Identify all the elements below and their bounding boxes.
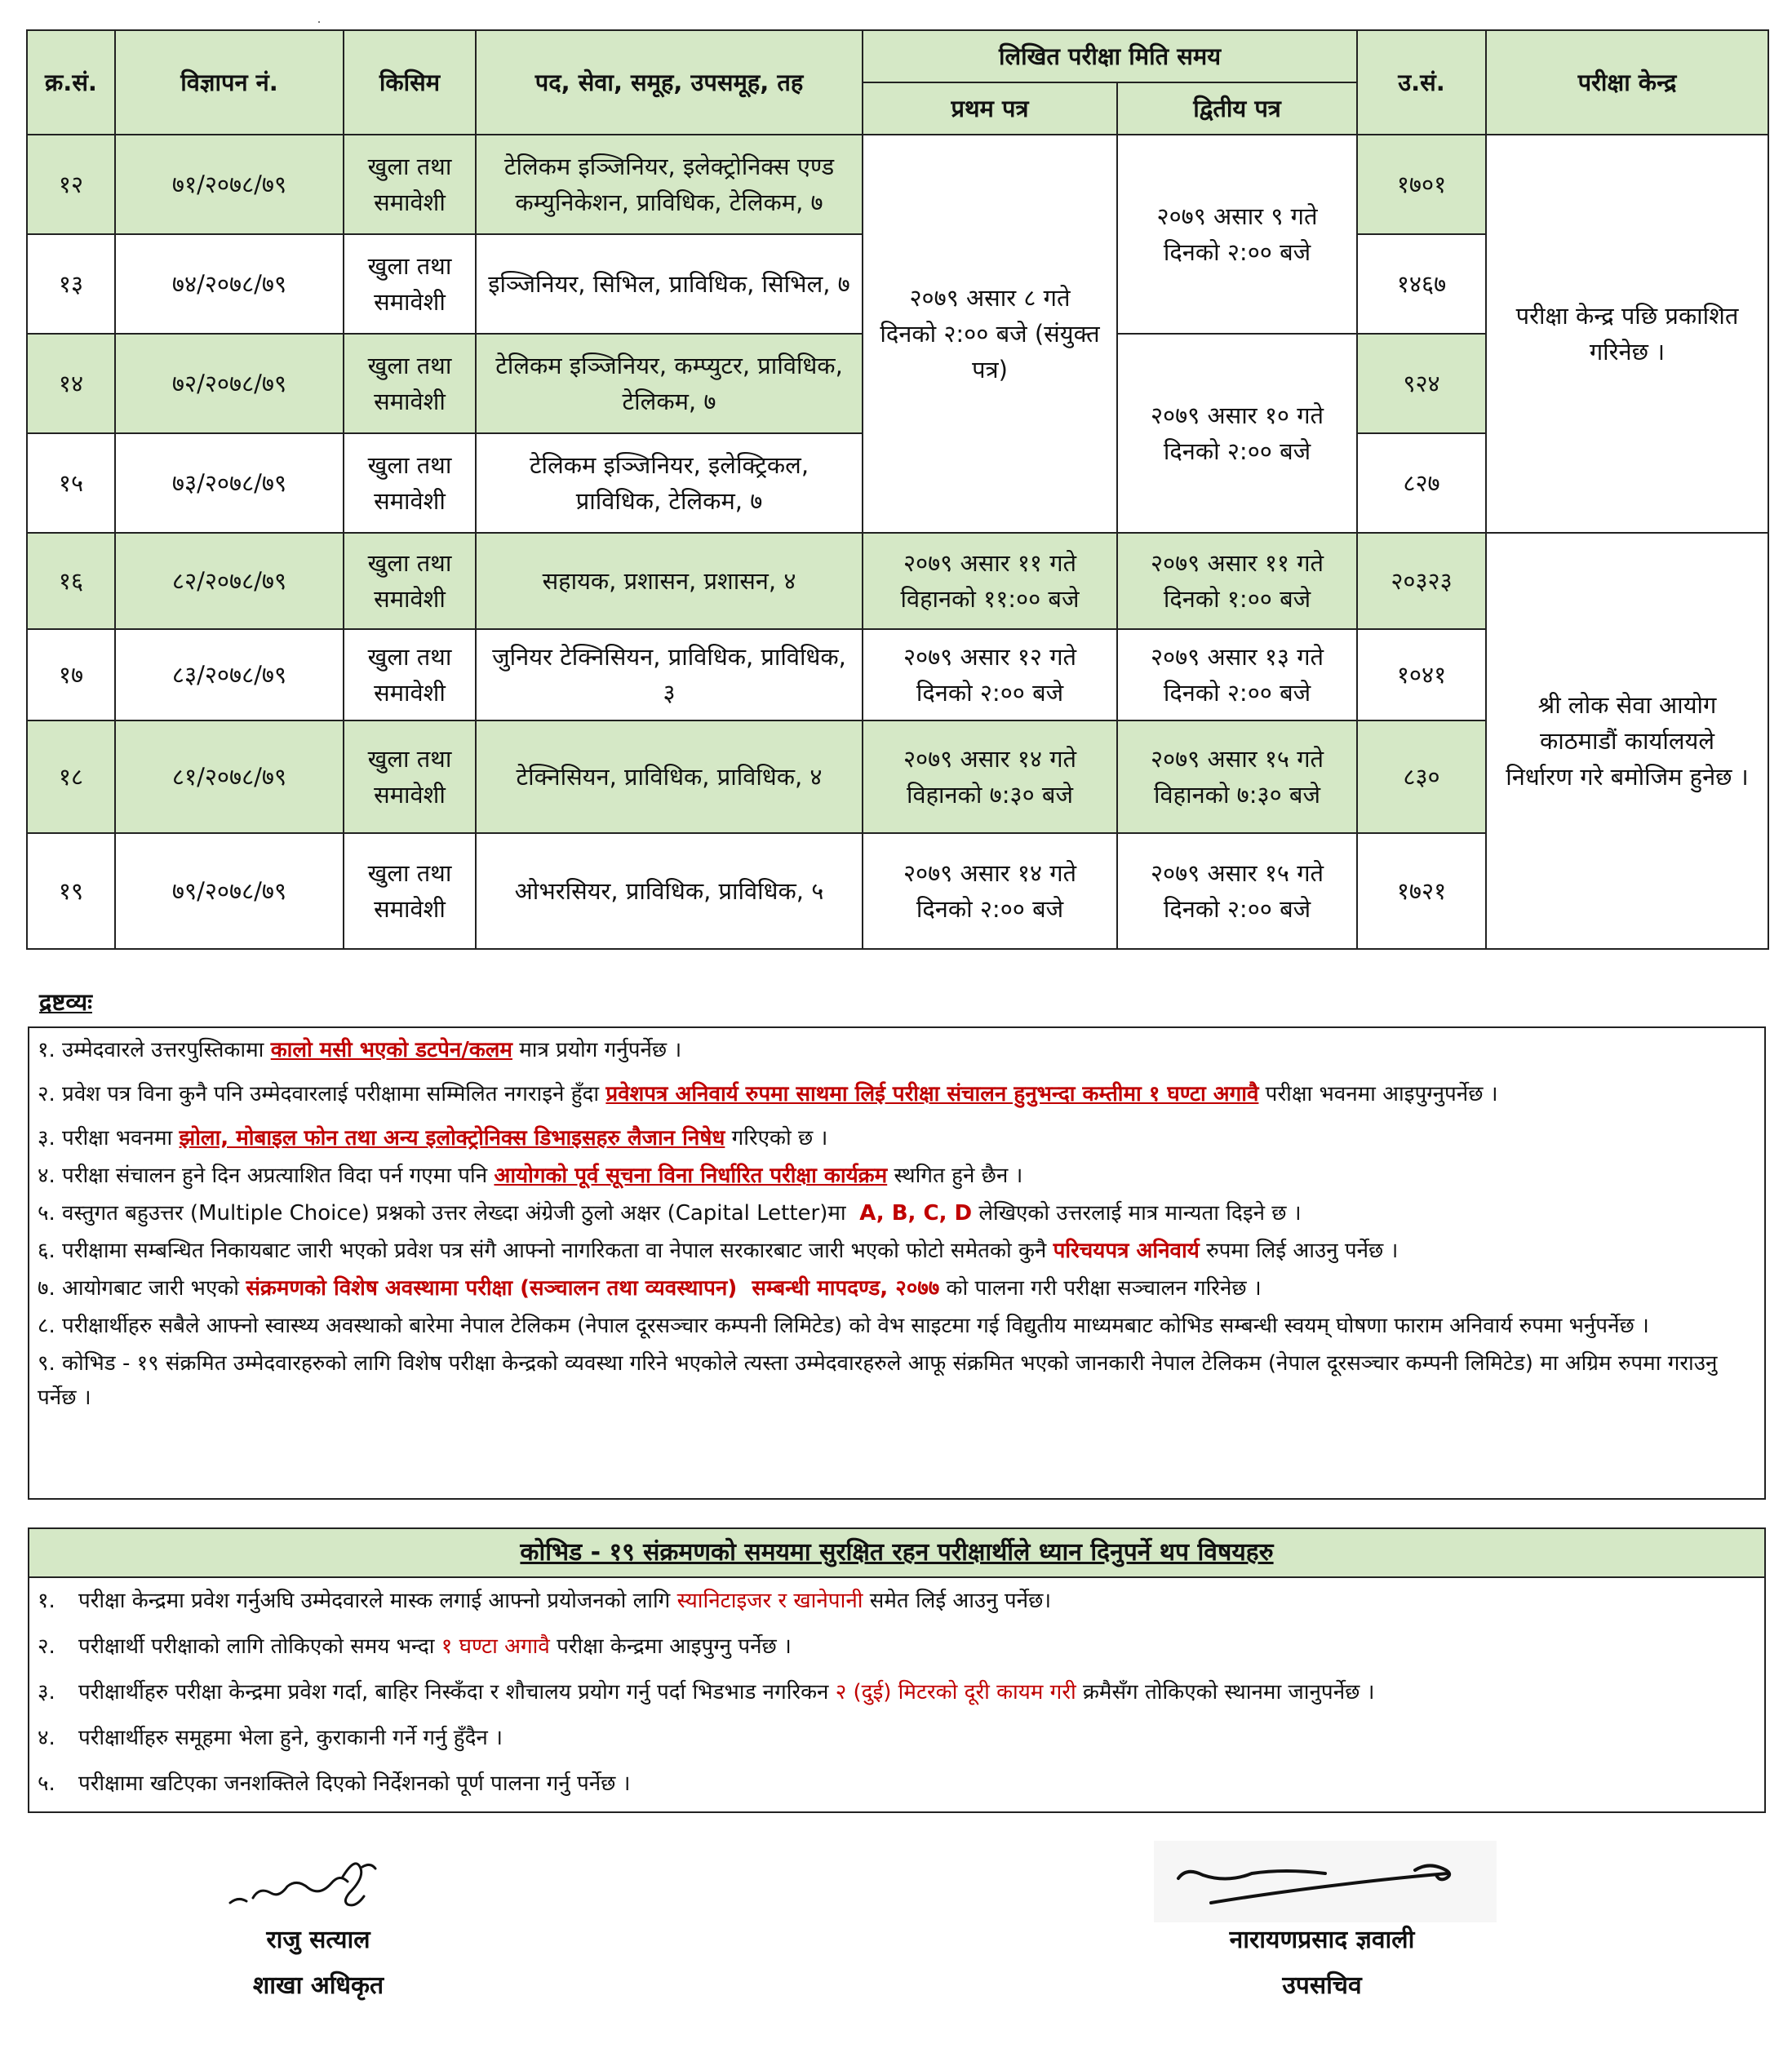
cell-candidates: १०४१ [1357, 629, 1486, 720]
cell-sn: १५ [27, 433, 115, 533]
cell-candidates: ९२४ [1357, 334, 1486, 433]
covid-item-4: ४. परीक्षार्थीहरु समूहमा भेला हुने, कुराकानी गर्ने गर्नु हुँदैन । [38, 1726, 503, 1750]
cell-first-paper: २०७९ असार ११ गते विहानको ११:०० बजे [863, 533, 1117, 629]
note-3: ३. परीक्षा भवनमा झोला, मोबाइल फोन तथा अन्य इलोक्ट्रोनिक्स डिभाइसहरु लैजान निषेध गरिएको छ । [38, 1126, 828, 1150]
cell-adv-no: ८१/२०७८/७९ [115, 720, 344, 833]
cell-post: जुनियर टेक्निसियन, प्राविधिक, प्राविधिक, ३ [476, 629, 863, 720]
note-8: ८. परीक्षार्थीहरु सबैले आफ्नो स्वास्थ्य अवस्थाको बारेमा नेपाल टेलिकम (नेपाल दूरसञ्चार कम्पनी लिमिटेड) को वेभ साइटमा गई विद्युतीय माध्यमबाट कोभिड सम्बन्धी स्वयम् घोषणा फाराम अनिवार्य रुपमा भर्नुपर्नेछ । [38, 1314, 1649, 1338]
notes-heading: द्रष्टव्यः [39, 988, 92, 1016]
cell-post: टेलिकम इञ्जिनियर, कम्प्युटर, प्राविधिक, टेलिकम, ७ [476, 334, 863, 433]
cell-adv-no: ७९/२०७८/७९ [115, 833, 344, 949]
header-sn: क्र.सं. [27, 30, 115, 135]
header-post: पद, सेवा, समूह, उपसमूह, तह [476, 30, 863, 135]
scan-mark [318, 21, 320, 23]
covid-item-5: ५. परीक्षामा खटिएका जनशक्तिले दिएको निर्देशनको पूर्ण पालना गर्नु पर्नेछ । [38, 1771, 631, 1796]
exam-schedule-table [26, 29, 1769, 950]
header-written-exam: लिखित परीक्षा मिति समय [863, 30, 1357, 82]
cell-center-merged-a: परीक्षा केन्द्र पछि प्रकाशित गरिनेछ । [1486, 135, 1768, 533]
note-4: ४. परीक्षा संचालन हुने दिन अप्रत्याशित विदा पर्न गएमा पनि आयोगको पूर्व सूचना विना निर्धारित परीक्षा कार्यक्रम स्थगित हुने छैन । [38, 1164, 1023, 1188]
signatory-left [196, 1917, 441, 2009]
covid-guidelines-title: कोभिड - १९ संक्रमणको समयमा सुरक्षित रहन परीक्षार्थीले ध्यान दिनुपर्ने थप विषयहरु [29, 1529, 1764, 1578]
cell-candidates: ८३० [1357, 720, 1486, 833]
note-6: ६. परीक्षामा सम्बन्धित निकायबाट जारी भएको प्रवेश पत्र संगै आफ्नो नागरिकता वा नेपाल सरकारबाट जारी भएको फोटो समेतको कुनै परिचयपत्र अनिवार्य रुपमा लिई आउनु पर्नेछ । [38, 1239, 1399, 1263]
cell-sn: १२ [27, 135, 115, 234]
cell-post: टेलिकम इञ्जिनियर, इलेक्ट्रिकल, प्राविधिक, टेलिकम, ७ [476, 433, 863, 533]
cell-candidates: ८२७ [1357, 433, 1486, 533]
table-row [27, 135, 1768, 234]
header-first-paper: प्रथम पत्र [863, 82, 1117, 135]
note-5: ५. वस्तुगत बहुउत्तर (Multiple Choice) प्रश्नको उत्तर लेख्दा अंग्रेजी ठुलो अक्षर (Capital Letter)मा A, B, C, D लेखिएको उत्तरलाई मात्र मान्यता दिइने छ । [38, 1201, 1302, 1226]
cell-candidates: १४६७ [1357, 234, 1486, 334]
note-7: ७. आयोगबाट जारी भएको संक्रमणको विशेष अवस्थामा परीक्षा (सञ्चालन तथा व्यवस्थापन) सम्बन्धी मापदण्ड, २०७७ को पालना गरी परीक्षा सञ्चालन गरिनेछ । [38, 1276, 1262, 1301]
cell-sn: १७ [27, 629, 115, 720]
signatory-right-title: उपसचिव [1282, 1971, 1362, 2000]
handwritten-signature-left [220, 1852, 408, 1917]
cell-post: इञ्जिनियर, सिभिल, प्राविधिक, सिभिल, ७ [476, 234, 863, 334]
cell-sn: १६ [27, 533, 115, 629]
cell-first-paper: २०७९ असार १४ गते दिनको २:०० बजे [863, 833, 1117, 949]
cell-post: ओभरसियर, प्राविधिक, प्राविधिक, ५ [476, 833, 863, 949]
cell-type: खुला तथा समावेशी [344, 720, 476, 833]
cell-adv-no: ८३/२०७८/७९ [115, 629, 344, 720]
covid-guidelines-list [29, 1578, 1764, 1816]
cell-candidates: १७०१ [1357, 135, 1486, 234]
cell-adv-no: ७४/२०७८/७९ [115, 234, 344, 334]
table-row [27, 533, 1768, 629]
cell-candidates: १७२१ [1357, 833, 1486, 949]
cell-adv-no: ८२/२०७८/७९ [115, 533, 344, 629]
cell-sn: १३ [27, 234, 115, 334]
covid-item-2: २. परीक्षार्थी परीक्षाको लागि तोकिएको समय भन्दा १ घण्टा अगावै परीक्षा केन्द्रमा आइपुग्नु पर्नेछ । [38, 1634, 792, 1659]
header-adv-no: विज्ञापन नं. [115, 30, 344, 135]
cell-post: टेक्निसियन, प्राविधिक, प्राविधिक, ४ [476, 720, 863, 833]
cell-post: टेलिकम इञ्जिनियर, इलेक्ट्रोनिक्स एण्ड कम्युनिकेशन, प्राविधिक, टेलिकम, ७ [476, 135, 863, 234]
cell-second-paper: २०७९ असार ११ गते दिनको १:०० बजे [1117, 533, 1357, 629]
handwritten-signature-right [1154, 1841, 1497, 1922]
cell-sn: १८ [27, 720, 115, 833]
cell-first-paper: २०७९ असार १४ गते विहानको ७:३० बजे [863, 720, 1117, 833]
cell-type: खुला तथा समावेशी [344, 533, 476, 629]
covid-item-3: ३. परीक्षार्थीहरु परीक्षा केन्द्रमा प्रवेश गर्दा, बाहिर निस्कँदा र शौचालय प्रयोग गर्नु पर्दा भिडभाड नगरिकन २ (दुई) मिटरको दूरी कायम गरी क्रमैसँग तोकिएको स्थानमा जानुपर्नेछ । [38, 1680, 1375, 1705]
cell-center-merged-b: श्री लोक सेवा आयोग काठमाडौं कार्यालयले निर्धारण गरे बमोजिम हुनेछ । [1486, 533, 1768, 949]
cell-sn: १९ [27, 833, 115, 949]
signatory-left-name: राजु सत्याल [266, 1926, 370, 1954]
cell-type: खुला तथा समावेशी [344, 833, 476, 949]
header-candidates: उ.सं. [1357, 30, 1486, 135]
cell-second-paper: २०७९ असार १३ गते दिनको २:०० बजे [1117, 629, 1357, 720]
signatory-right-name: नारायणप्रसाद ज्ञवाली [1229, 1926, 1415, 1954]
notes-box [28, 1026, 1766, 1500]
cell-type: खुला तथा समावेशी [344, 629, 476, 720]
cell-type: खुला तथा समावेशी [344, 234, 476, 334]
cell-second-paper-merged-b: २०७९ असार १० गते दिनको २:०० बजे [1117, 334, 1357, 533]
cell-first-paper: २०७९ असार १२ गते दिनको २:०० बजे [863, 629, 1117, 720]
note-9: ९. कोभिड - १९ संक्रमित उम्मेदवारहरुको लागि विशेष परीक्षा केन्द्रको व्यवस्था गरिने भएकोले त्यस्ता उम्मेदवारहरुले आफू संक्रमित भएको जानकारी नेपाल टेलिकम (नेपाल दूरसञ्चार कम्पनी लिमिटेड) मा अग्रिम रुपमा गराउनु पर्नेछ । [38, 1351, 1724, 1410]
cell-type: खुला तथा समावेशी [344, 135, 476, 234]
cell-post: सहायक, प्रशासन, प्रशासन, ४ [476, 533, 863, 629]
cell-adv-no: ७२/२०७८/७९ [115, 334, 344, 433]
header-type: किसिम [344, 30, 476, 135]
cell-adv-no: ७१/२०७८/७९ [115, 135, 344, 234]
cell-adv-no: ७३/२०७८/७९ [115, 433, 344, 533]
cell-candidates: २०३२३ [1357, 533, 1486, 629]
note-2: २. प्रवेश पत्र विना कुनै पनि उम्मेदवारलाई परीक्षामा सम्मिलित नगराइने हुँदा प्रवेशपत्र अनिवार्य रुपमा साथमा लिई परीक्षा संचालन हुनुभन्दा कम्तीमा १ घण्टा अगावै परीक्षा भवनमा आइपुग्नुपर्नेछ । [38, 1082, 1498, 1106]
signatory-right [1151, 1917, 1493, 2009]
header-second-paper: द्वितीय पत्र [1117, 82, 1357, 135]
cell-second-paper: २०७९ असार १५ गते विहानको ७:३० बजे [1117, 720, 1357, 833]
note-1: १. उम्मेदवारले उत्तरपुस्तिकामा कालो मसी भएको डटपेन/कलम मात्र प्रयोग गर्नुपर्नेछ । [38, 1038, 682, 1062]
cell-second-paper: २०७९ असार १५ गते दिनको २:०० बजे [1117, 833, 1357, 949]
cell-first-paper-merged: २०७९ असार ८ गते दिनको २:०० बजे (संयुक्त पत्र) [863, 135, 1117, 533]
cell-sn: १४ [27, 334, 115, 433]
cell-type: खुला तथा समावेशी [344, 433, 476, 533]
header-exam-center: परीक्षा केन्द्र [1486, 30, 1768, 135]
signatory-left-title: शाखा अधिकृत [252, 1971, 384, 2000]
covid-guidelines-box [28, 1527, 1766, 1813]
cell-second-paper-merged-a: २०७९ असार ९ गते दिनको २:०० बजे [1117, 135, 1357, 334]
covid-item-1: १. परीक्षा केन्द्रमा प्रवेश गर्नुअघि उम्मेदवारले मास्क लगाई आफ्नो प्रयोजनको लागि स्यानिटाइजर र खानेपानी समेत लिई आउनु पर्नेछ। [38, 1589, 1052, 1613]
cell-type: खुला तथा समावेशी [344, 334, 476, 433]
